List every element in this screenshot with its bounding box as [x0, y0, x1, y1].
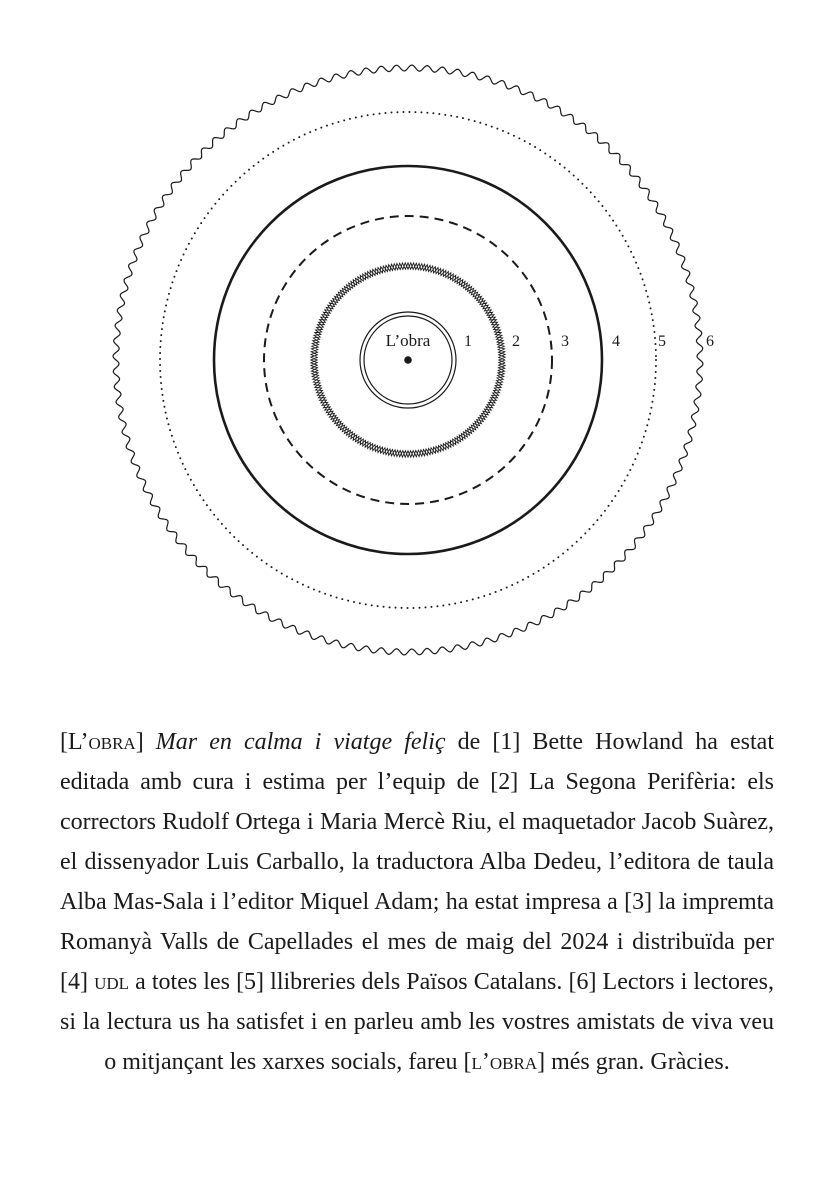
center-label: L’obra: [385, 331, 431, 350]
center-dot: [404, 356, 412, 364]
colophon-seg-5: ] més gran. Gràcies.: [537, 1049, 730, 1075]
colophon-seg-4: a totes les [5] llibreries dels Països Catalans. [6] Lectors i lectores, si la lectura us ha satisfet i en parleu amb les vostres amistats de viva veu o mitjançant les xarxes socials, fareu [: [60, 969, 775, 1075]
colophon-udl: udl: [94, 969, 130, 995]
colophon-seg-3: de [1] Bette Howland ha estat editada amb cura i estima per l’equip de [2] La Segona Perifèria: els correctors Rudolf Ortega i Maria Mercè Riu, el maquetador Jacob Suàrez, el dissenyador Luis Carballo, la traductora Alba Dedeu, l’editora de taula Alba Mas-Sala i l’editor Miquel Adam; ha estat impresa a [3] la impremta Romanyà Valls de Capellades el mes de maig del 2024 i distribuïda per [4]: [60, 729, 774, 995]
colophon-seg-2: ]: [135, 729, 156, 755]
ring-label-2: 2: [512, 333, 520, 350]
ring-label-6: 6: [706, 333, 714, 350]
colophon-book-title: Mar en calma i viatge feliç: [155, 729, 446, 755]
ring-label-4: 4: [612, 333, 620, 350]
colophon-text: [60, 722, 774, 1082]
ring-label-5: 5: [658, 333, 666, 350]
ring-label-3: 3: [561, 333, 569, 350]
colophon-obra-1: L’obra: [68, 729, 136, 755]
colophon-seg-1: [: [60, 729, 68, 755]
ring-label-1: 1: [464, 333, 472, 350]
colophon-obra-2: l’obra: [471, 1049, 538, 1075]
